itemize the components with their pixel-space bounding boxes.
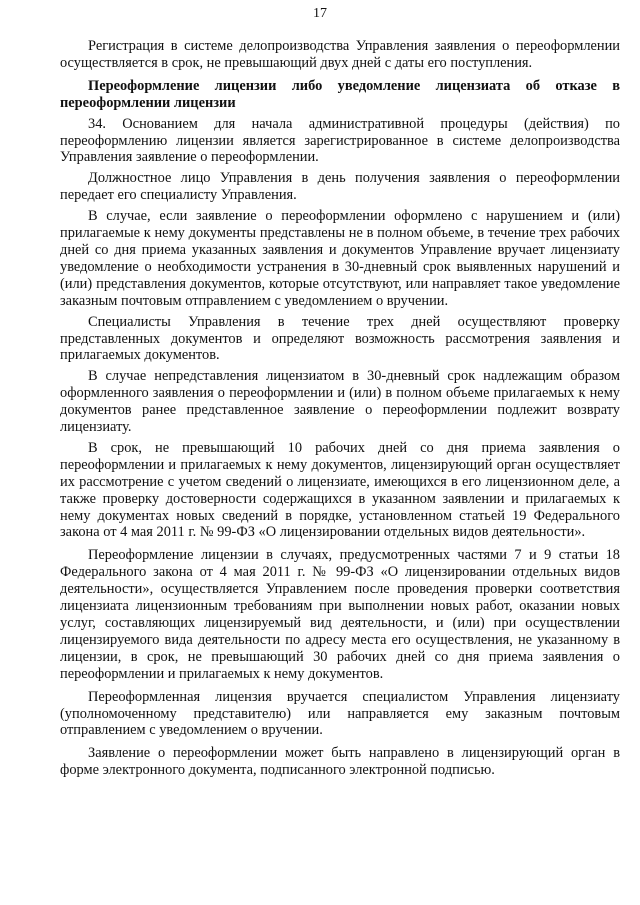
paragraph-delivery: Переоформленная лицензия вручается специалистом Управления лицензиату (уполномоченному представителю) или направляется ему заказным почтовым отправлением с уведомлением о вручении. — [60, 688, 620, 739]
section-heading: Переоформление лицензии либо уведомление лицензиата об отказе в переоформлении лицензии — [60, 77, 620, 111]
paragraph-review-term: В срок, не превышающий 10 рабочих дней со дня приема заявления о переоформлении и прилагаемых к нему документов, лицензирующий орган осуществляет их рассмотрение с учетом сведений о лицензиате, имеющихся в его лицензионном деле, а также проверку достоверности содержащихся в указанном заявлении и прилагаемых к нему документах новых сведений в порядке, установленном статьей 19 Федерального закона от 4 мая 2011 г. № 99-ФЗ «О лицензировании отдельных видов деятельности». — [60, 439, 620, 541]
paragraph-document-check: Специалисты Управления в течение трех дней осуществляют проверку представленных документов и определяют возможность рассмотрения заявления и прилагаемых документов. — [60, 313, 620, 364]
paragraph-electronic: Заявление о переоформлении может быть направлено в лицензирующий орган в форме электронного документа, подписанного электронной подписью. — [60, 745, 620, 779]
paragraph-registration: Регистрация в системе делопроизводства Управления заявления о переоформлении осуществляется в срок, не превышающий двух дней с даты его поступления. — [60, 38, 620, 71]
paragraph-reissue-cases: Переоформление лицензии в случаях, предусмотренных частями 7 и 9 статьи 18 Федерального закона от 4 мая 2011 г. № 99-ФЗ «О лицензировании отдельных видов деятельности», осуществляется Управлением после проведения проверки соответствия лицензиата лицензионным требованиям при выполнении новых работ, оказании новых услуг, составляющих лицензируемый вид деятельности, и (или) при осуществлении лицензируемого вида деятельности по адресу места его осуществления, не указанному в лицензии, в срок, не превышающий 30 рабочих дней со дня приема заявления о переоформлении и прилагаемых к нему документов. — [60, 547, 620, 682]
paragraph-violation-notice: В случае, если заявление о переоформлении оформлено с нарушением и (или) прилагаемые к нему документы представлены не в полном объеме, в течение трех рабочих дней со дня приема указанных заявления и документов Управление вручает лицензиату уведомление о необходимости устранения в 30-дневный срок выявленных нарушений и (или) представления документов, которые отсутствуют, или направляет такое уведомление заказным почтовым отправлением с уведомлением о вручении. — [60, 208, 620, 309]
document-body — [60, 38, 620, 779]
paragraph-official: Должностное лицо Управления в день получения заявления о переоформлении передает его специалисту Управления. — [60, 170, 620, 204]
paragraph-return: В случае непредставления лицензиатом в 30-дневный срок надлежащим образом оформленного заявления о переоформлении и (или) в полном объеме прилагаемых к нему документов ранее представленное заявление о переоформлении подлежит возврату лицензиату. — [60, 368, 620, 436]
page-number: 17 — [313, 6, 327, 21]
paragraph-34: 34. Основанием для начала административной процедуры (действия) по переоформлению лицензии является зарегистрированное в системе делопроизводства Управления заявление о переоформлении. — [60, 115, 620, 166]
